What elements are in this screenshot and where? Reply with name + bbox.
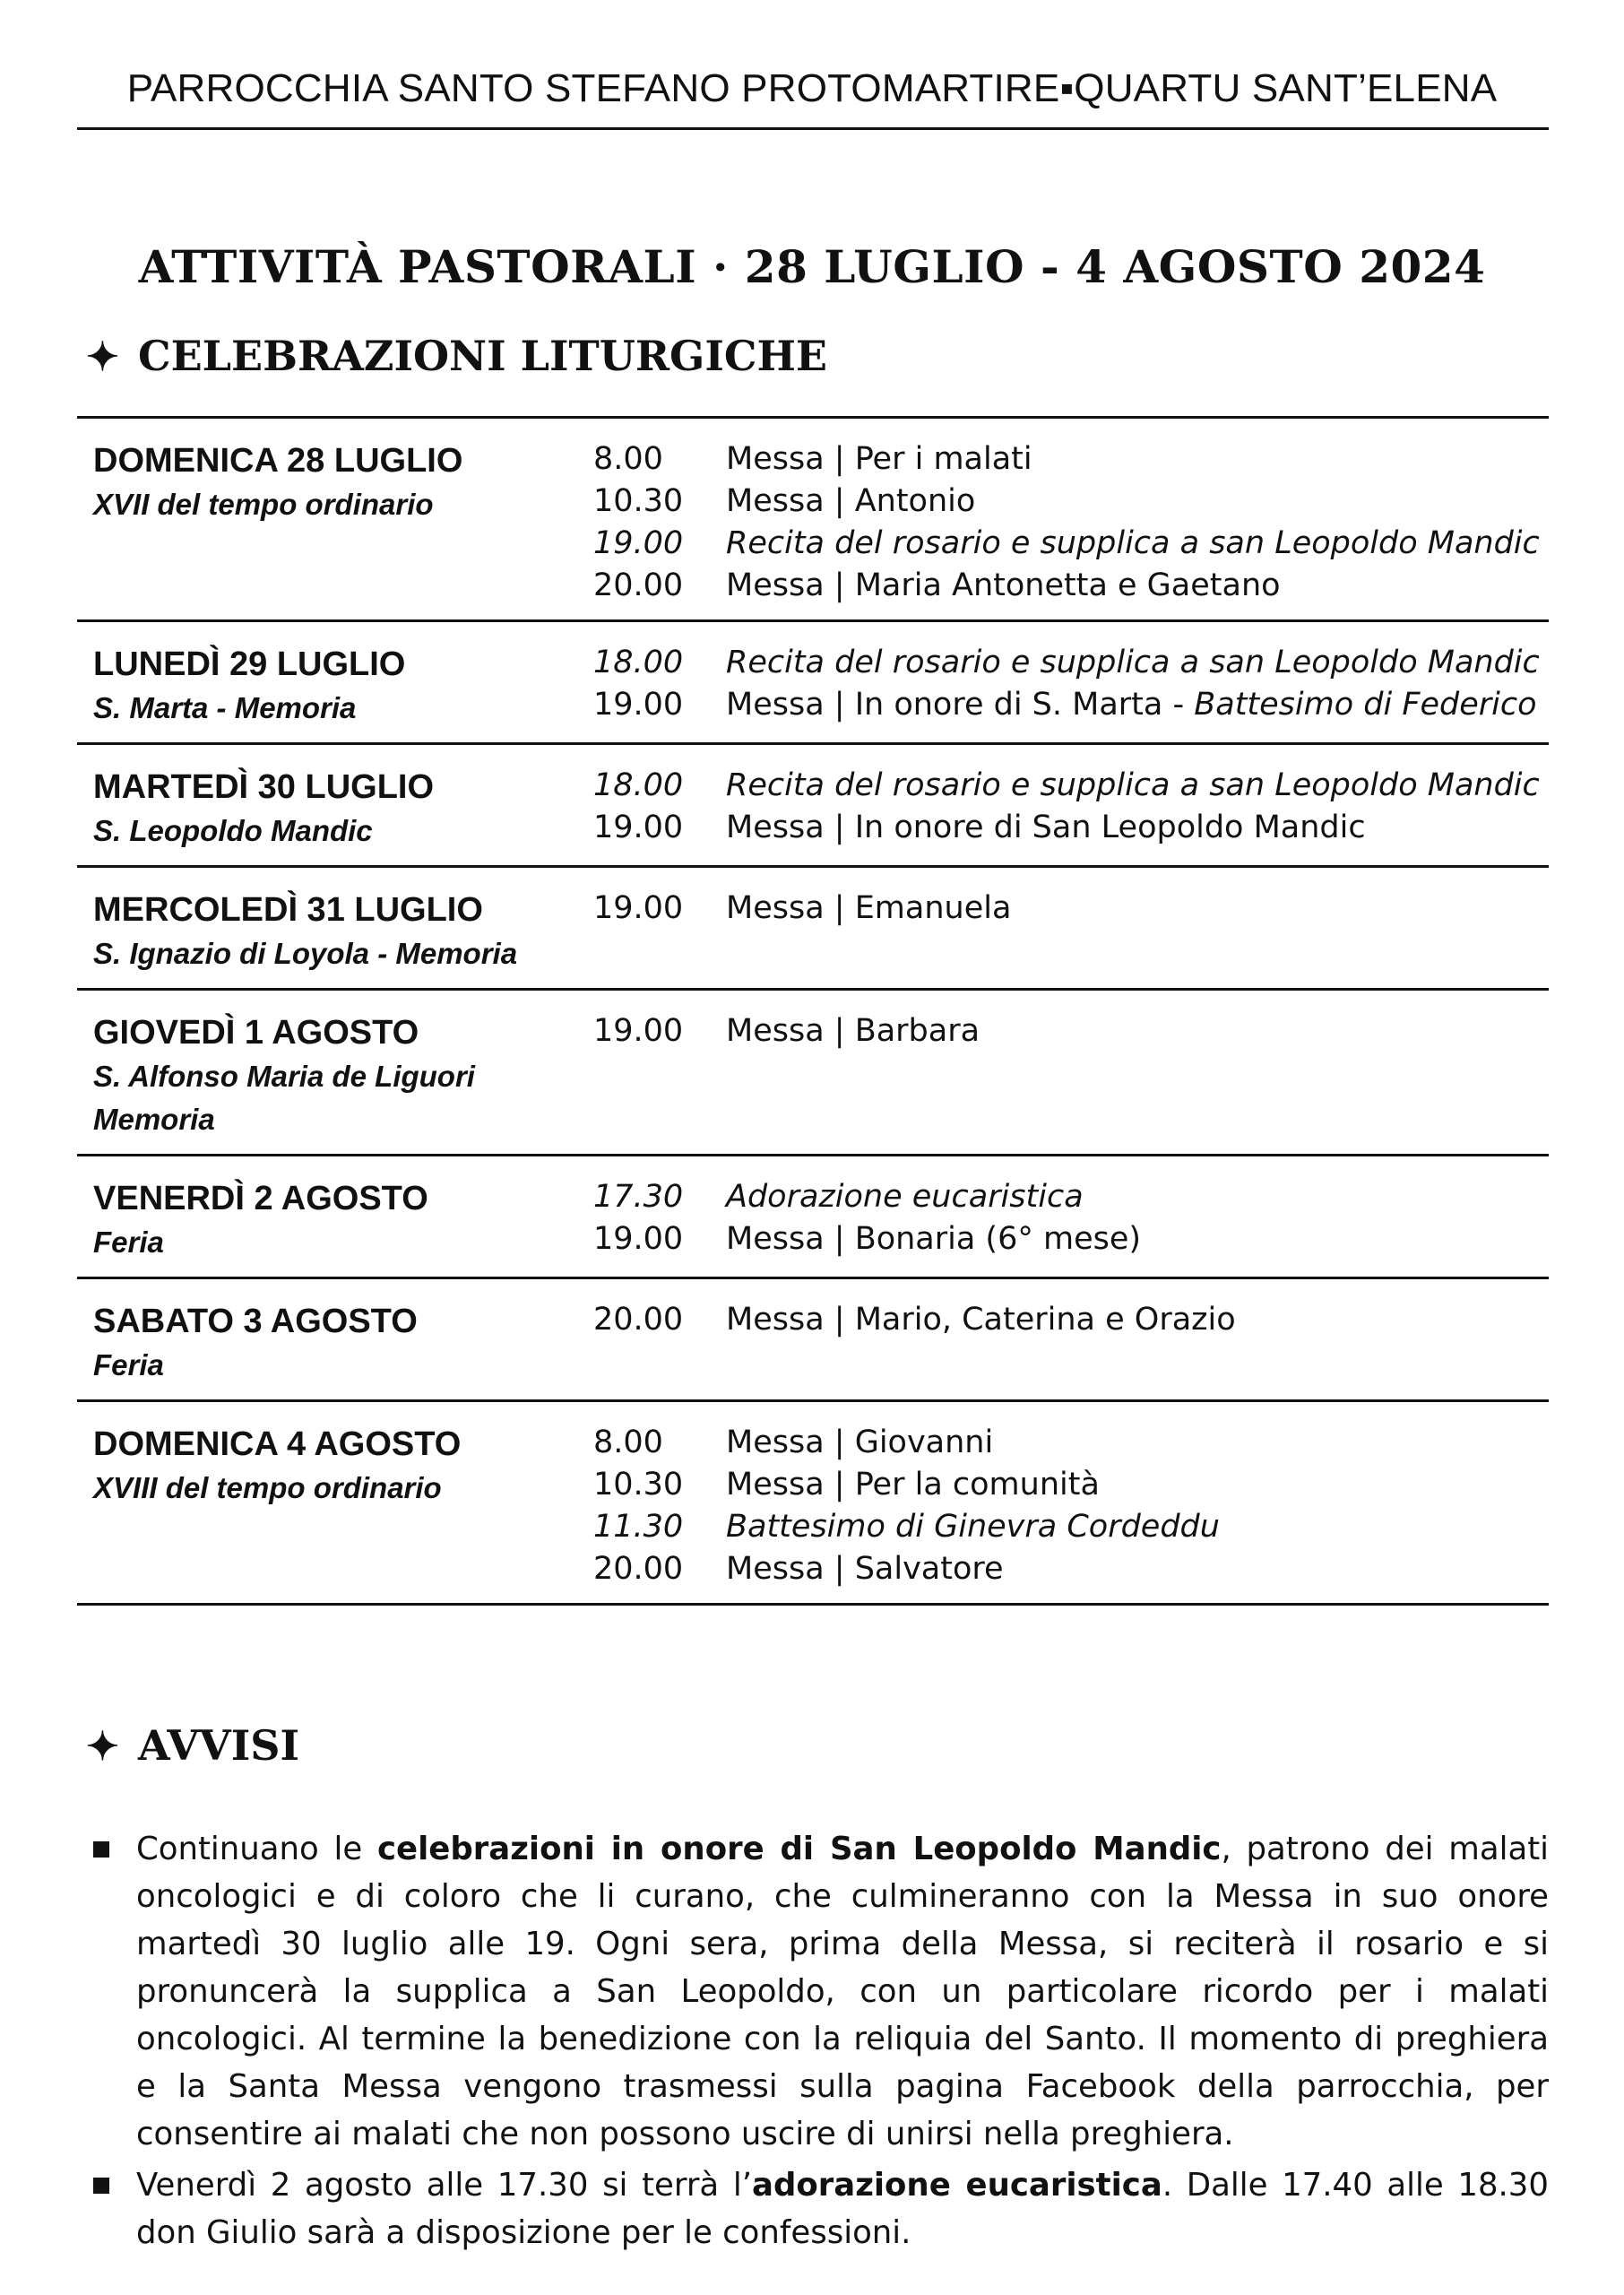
- notices-list: [93, 1825, 1549, 2260]
- event-text: [726, 1506, 1220, 1548]
- event-item: [593, 481, 1549, 523]
- event-text: [726, 888, 1011, 930]
- day-name: VENERDÌ 2 AGOSTO: [93, 1180, 428, 1217]
- event-item: [593, 888, 1549, 930]
- event-text: [726, 1548, 1004, 1590]
- event-text: [726, 1422, 993, 1464]
- event-item: [593, 565, 1549, 607]
- star-icon: ✦: [86, 334, 119, 380]
- event-item: [593, 807, 1549, 849]
- day-cell: [77, 765, 593, 853]
- day-name: DOMENICA 28 LUGLIO: [93, 442, 463, 480]
- event-text: [726, 565, 1281, 607]
- schedule-row: [77, 1156, 1549, 1279]
- event-description: Messa | Barbara: [726, 1013, 980, 1049]
- event-item: [593, 1299, 1549, 1341]
- day-name: MERCOLEDÌ 31 LUGLIO: [93, 891, 483, 929]
- event-text: [726, 1218, 1141, 1260]
- event-item: [593, 642, 1549, 684]
- liturgy-section-label: CELEBRAZIONI LITURGICHE: [138, 332, 827, 380]
- event-text: [726, 481, 975, 523]
- notice-text-after: , patrono dei malati oncologici e di coloro che li curano, che culmineranno con la Messa in suo onore martedì 30 luglio alle 19. Ogni sera, prima della Messa, si reciterà il rosario e si pronuncerà la supplica a San Leopoldo, con un particolare ricordo per i malati oncologici. Al termine la benedizione con la reliquia del Santo. Il momento di preghiera e la Santa Messa vengono trasmessi sulla pagina Facebook della parrocchia, per consentire ai malati che non possono uscire di unirsi nella preghiera.: [136, 1831, 1549, 2152]
- event-description: Messa | Antonio: [726, 483, 976, 519]
- notice-item: [93, 2161, 1549, 2256]
- day-subtitle: XVII del tempo ordinario: [93, 488, 434, 521]
- event-time: 10.30: [593, 483, 684, 519]
- parish-name: PARROCCHIA SANTO STEFANO PROTOMARTIRE: [126, 66, 1060, 110]
- events-cell: [593, 1010, 1549, 1141]
- event-description: Messa | Emanuela: [726, 890, 1012, 926]
- event-item: [593, 523, 1549, 565]
- event-description: Recita del rosario e supplica a san Leopoldo Mandic: [726, 525, 1540, 561]
- event-time: 19.00: [593, 1013, 684, 1049]
- notices-section-heading: [86, 1721, 299, 1770]
- day-cell: [77, 438, 593, 607]
- event-description: Messa | Mario, Caterina e Orazio: [726, 1302, 1236, 1338]
- day-name: DOMENICA 4 AGOSTO: [93, 1425, 462, 1463]
- event-item: [593, 1464, 1549, 1506]
- events-cell: [593, 1422, 1549, 1590]
- day-cell: [77, 1299, 593, 1387]
- notice-text: [136, 2161, 1549, 2256]
- event-text: [726, 523, 1540, 565]
- notices-section-label: AVVISI: [138, 1721, 299, 1770]
- event-text: [726, 1464, 1100, 1506]
- day-cell: [77, 1010, 593, 1141]
- event-description: Battesimo di Ginevra Cordeddu: [726, 1509, 1220, 1545]
- event-item: [593, 1010, 1549, 1052]
- schedule-row: [77, 1279, 1549, 1402]
- event-text: [726, 1010, 980, 1052]
- event-item: [593, 438, 1549, 481]
- day-name: SABATO 3 AGOSTO: [93, 1303, 418, 1340]
- day-cell: [77, 1422, 593, 1590]
- schedule-row: [77, 991, 1549, 1156]
- schedule-row: [77, 745, 1549, 868]
- event-extra: Battesimo di Federico: [1194, 687, 1537, 723]
- day-subtitle: S. Alfonso Maria de Liguori: [93, 1060, 475, 1093]
- event-item: [593, 765, 1549, 807]
- events-cell: [593, 765, 1549, 853]
- page-title: ATTIVITÀ PASTORALI · 28 LUGLIO - 4 AGOSTO 2024: [138, 240, 1486, 293]
- event-item: [593, 1506, 1549, 1548]
- event-item: [593, 1548, 1549, 1590]
- town-name: QUARTU SANT’ELENA: [1074, 66, 1498, 110]
- event-description: Messa | Per la comunità: [726, 1467, 1100, 1503]
- day-name: GIOVEDÌ 1 AGOSTO: [93, 1014, 419, 1052]
- event-description: Messa | Giovanni: [726, 1425, 994, 1460]
- event-description: Recita del rosario e supplica a san Leopoldo Mandic: [726, 645, 1540, 680]
- day-subtitle: S. Ignazio di Loyola - Memoria: [93, 937, 518, 970]
- notice-text-before: Continuano le: [136, 1831, 378, 1867]
- notice-text-bold: adorazione eucaristica: [751, 2167, 1162, 2204]
- event-description: Messa | Salvatore: [726, 1551, 1004, 1587]
- event-time: 17.30: [593, 1179, 684, 1215]
- notice-text: [136, 1825, 1549, 2158]
- schedule-row: [77, 868, 1549, 991]
- schedule-row: [77, 1402, 1549, 1606]
- day-subtitle: XVIII del tempo ordinario: [93, 1471, 442, 1504]
- day-name: MARTEDÌ 30 LUGLIO: [93, 768, 435, 806]
- header-divider: [77, 127, 1549, 130]
- event-time: 19.00: [593, 810, 684, 845]
- liturgy-schedule-table: [77, 416, 1549, 1606]
- event-text: [726, 684, 1537, 726]
- event-item: [593, 684, 1549, 726]
- star-icon: ✦: [86, 1724, 119, 1770]
- day-name: LUNEDÌ 29 LUGLIO: [93, 645, 406, 683]
- square-bullet-icon: [93, 2161, 136, 2256]
- event-time: 20.00: [593, 567, 684, 603]
- schedule-row: [77, 419, 1549, 622]
- event-text: [726, 765, 1540, 807]
- event-time: 18.00: [593, 645, 684, 680]
- event-text: [726, 1299, 1236, 1341]
- event-description: Messa | In onore di San Leopoldo Mandic: [726, 810, 1366, 845]
- square-bullet-icon: [93, 1825, 136, 2158]
- schedule-row: [77, 622, 1549, 745]
- day-subtitle: Feria: [93, 1348, 164, 1381]
- day-subtitle: Memoria: [93, 1103, 215, 1136]
- event-description: Adorazione eucaristica: [726, 1179, 1084, 1215]
- event-item: [593, 1422, 1549, 1464]
- event-time: 19.00: [593, 525, 684, 561]
- day-cell: [77, 1176, 593, 1264]
- day-subtitle: S. Marta - Memoria: [93, 691, 357, 724]
- event-time: 19.00: [593, 687, 684, 723]
- day-subtitle: Feria: [93, 1225, 164, 1259]
- events-cell: [593, 1176, 1549, 1264]
- event-time: 19.00: [593, 890, 684, 926]
- event-time: 18.00: [593, 767, 684, 803]
- notice-text-before: Venerdì 2 agosto alle 17.30 si terrà l’: [136, 2167, 752, 2204]
- events-cell: [593, 1299, 1549, 1387]
- event-text: [726, 438, 1032, 481]
- event-time: 8.00: [593, 441, 663, 477]
- event-time: 20.00: [593, 1302, 684, 1338]
- event-text: [726, 807, 1366, 849]
- notice-item: [93, 1825, 1549, 2158]
- event-time: 20.00: [593, 1551, 684, 1587]
- notice-text-after: . Dalle 17.40 alle 18.30 don Giulio sarà a disposizione per le confessioni.: [136, 2167, 1549, 2251]
- event-description: Messa | Bonaria (6° mese): [726, 1221, 1142, 1257]
- day-cell: [77, 888, 593, 975]
- day-cell: [77, 642, 593, 730]
- event-description: Messa | Per i malati: [726, 441, 1032, 477]
- liturgy-section-heading: [86, 332, 827, 380]
- events-cell: [593, 888, 1549, 975]
- event-description: Recita del rosario e supplica a san Leopoldo Mandic: [726, 767, 1540, 803]
- event-text: [726, 642, 1540, 684]
- notice-text-bold: celebrazioni in onore di San Leopoldo Mandic: [377, 1831, 1222, 1867]
- event-time: 10.30: [593, 1467, 684, 1503]
- event-item: [593, 1176, 1549, 1218]
- events-cell: [593, 642, 1549, 730]
- events-cell: [593, 438, 1549, 607]
- parish-header: [0, 66, 1624, 111]
- event-text: [726, 1176, 1084, 1218]
- event-time: 19.00: [593, 1221, 684, 1257]
- event-description: Messa | Maria Antonetta e Gaetano: [726, 567, 1281, 603]
- event-description: Messa | In onore di S. Marta -: [726, 687, 1195, 723]
- event-time: 11.30: [593, 1509, 684, 1545]
- day-subtitle: S. Leopoldo Mandic: [93, 814, 373, 847]
- event-item: [593, 1218, 1549, 1260]
- header-separator: ▪: [1059, 66, 1075, 110]
- event-time: 8.00: [593, 1425, 663, 1460]
